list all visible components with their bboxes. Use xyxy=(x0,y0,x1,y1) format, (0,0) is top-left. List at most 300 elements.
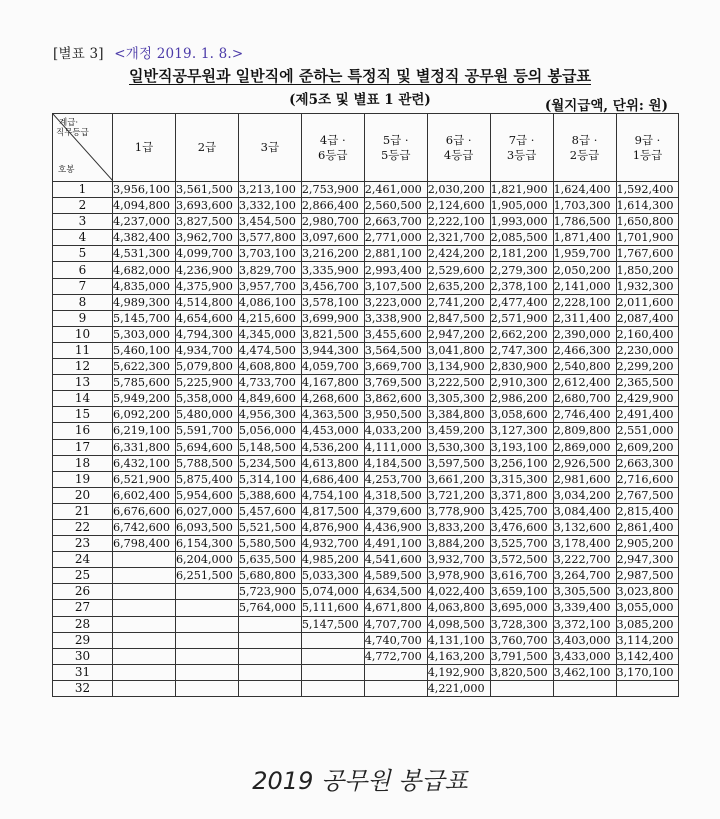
salary-cell: 3,950,500 xyxy=(364,407,427,423)
salary-cell: 4,934,700 xyxy=(175,342,238,358)
salary-cell: 3,669,700 xyxy=(364,359,427,375)
salary-cell: 4,707,700 xyxy=(364,616,427,632)
salary-cell: 4,221,000 xyxy=(427,680,490,696)
salary-cell: 2,980,700 xyxy=(301,214,364,230)
corner-label-grade: 계급· xyxy=(59,118,79,128)
grade-header-line1: 4급 · xyxy=(319,132,346,147)
salary-cell: 2,861,400 xyxy=(616,519,679,535)
salary-cell: 3,403,000 xyxy=(553,632,616,648)
step-number-cell: 6 xyxy=(53,262,113,278)
salary-cell: 5,635,500 xyxy=(238,552,301,568)
salary-cell: 5,074,000 xyxy=(301,584,364,600)
table-row xyxy=(53,294,679,310)
salary-cell: 4,491,100 xyxy=(364,536,427,552)
salary-cell: 2,085,500 xyxy=(490,230,553,246)
salary-cell: 3,884,200 xyxy=(427,536,490,552)
step-number-cell: 28 xyxy=(53,616,113,632)
salary-cell: 3,760,700 xyxy=(490,632,553,648)
grade-header-8 xyxy=(553,114,616,182)
salary-cell: 5,147,500 xyxy=(301,616,364,632)
salary-cell: 3,256,100 xyxy=(490,455,553,471)
salary-cell: 3,332,100 xyxy=(238,198,301,214)
step-number-cell: 24 xyxy=(53,552,113,568)
salary-cell: 2,767,500 xyxy=(616,487,679,503)
salary-cell: 6,154,300 xyxy=(175,536,238,552)
salary-cell: 3,213,100 xyxy=(238,182,301,198)
salary-cell: 4,817,500 xyxy=(301,503,364,519)
salary-cell xyxy=(113,568,176,584)
table-row xyxy=(53,375,679,391)
salary-cell: 1,850,200 xyxy=(616,262,679,278)
salary-cell: 3,223,000 xyxy=(364,294,427,310)
salary-cell: 1,701,900 xyxy=(616,230,679,246)
grade-header-line2: 1등급 xyxy=(632,147,663,162)
salary-cell: 2,390,000 xyxy=(553,326,616,342)
step-number-cell: 9 xyxy=(53,310,113,326)
salary-cell: 5,788,500 xyxy=(175,455,238,471)
salary-cell xyxy=(553,680,616,696)
table-row xyxy=(53,648,679,664)
salary-cell: 6,093,500 xyxy=(175,519,238,535)
grade-header-line2: 6등급 xyxy=(318,147,348,162)
salary-cell: 1,767,600 xyxy=(616,246,679,262)
table-row xyxy=(53,536,679,552)
salary-cell: 4,453,000 xyxy=(301,423,364,439)
salary-cell: 3,827,500 xyxy=(175,214,238,230)
salary-cell: 2,011,600 xyxy=(616,294,679,310)
salary-cell: 4,253,700 xyxy=(364,471,427,487)
salary-cell: 3,769,500 xyxy=(364,375,427,391)
salary-cell: 4,033,200 xyxy=(364,423,427,439)
salary-cell: 2,030,200 xyxy=(427,182,490,198)
salary-cell: 3,459,200 xyxy=(427,423,490,439)
salary-cell: 1,905,000 xyxy=(490,198,553,214)
salary-cell: 3,957,700 xyxy=(238,278,301,294)
salary-cell: 6,092,200 xyxy=(113,407,176,423)
salary-cell: 3,778,900 xyxy=(427,503,490,519)
table-row xyxy=(53,214,679,230)
salary-cell: 4,985,200 xyxy=(301,552,364,568)
salary-cell xyxy=(175,632,238,648)
step-number-cell: 15 xyxy=(53,407,113,423)
salary-cell: 3,384,800 xyxy=(427,407,490,423)
step-number-cell: 17 xyxy=(53,439,113,455)
salary-cell: 2,947,300 xyxy=(616,552,679,568)
salary-cell: 3,305,300 xyxy=(427,391,490,407)
salary-cell: 3,058,600 xyxy=(490,407,553,423)
salary-cell: 2,981,600 xyxy=(553,471,616,487)
salary-cell xyxy=(113,632,176,648)
table-row xyxy=(53,584,679,600)
salary-cell: 4,682,000 xyxy=(113,262,176,278)
salary-cell xyxy=(238,616,301,632)
salary-cell xyxy=(175,680,238,696)
salary-cell: 2,663,700 xyxy=(364,214,427,230)
revision-date: <개정 2019. 1. 8.> xyxy=(114,46,244,62)
salary-cell xyxy=(175,648,238,664)
salary-cell: 5,225,900 xyxy=(175,375,238,391)
salary-cell: 2,378,100 xyxy=(490,278,553,294)
salary-cell: 3,178,400 xyxy=(553,536,616,552)
salary-cell: 4,375,900 xyxy=(175,278,238,294)
salary-cell xyxy=(238,664,301,680)
salary-cell: 4,379,600 xyxy=(364,503,427,519)
salary-cell: 2,560,500 xyxy=(364,198,427,214)
salary-cell: 2,477,400 xyxy=(490,294,553,310)
salary-cell: 3,454,500 xyxy=(238,214,301,230)
salary-cell: 3,721,200 xyxy=(427,487,490,503)
salary-cell: 3,023,800 xyxy=(616,584,679,600)
salary-cell: 3,525,700 xyxy=(490,536,553,552)
salary-cell: 1,871,400 xyxy=(553,230,616,246)
salary-cell: 2,230,000 xyxy=(616,342,679,358)
salary-cell: 2,551,000 xyxy=(616,423,679,439)
salary-cell: 3,820,500 xyxy=(490,664,553,680)
salary-cell: 3,829,700 xyxy=(238,262,301,278)
salary-cell: 3,561,500 xyxy=(175,182,238,198)
salary-cell: 2,926,500 xyxy=(553,455,616,471)
salary-cell: 5,580,500 xyxy=(238,536,301,552)
salary-cell: 3,530,300 xyxy=(427,439,490,455)
grade-header-line1: 2급 xyxy=(197,140,217,154)
salary-cell: 3,085,200 xyxy=(616,616,679,632)
salary-cell: 2,222,100 xyxy=(427,214,490,230)
grade-header-line1: 8급 · xyxy=(571,132,598,147)
header-row xyxy=(53,114,679,182)
salary-cell: 4,608,800 xyxy=(238,359,301,375)
salary-cell: 3,661,200 xyxy=(427,471,490,487)
salary-cell: 2,847,500 xyxy=(427,310,490,326)
salary-cell: 3,695,000 xyxy=(490,600,553,616)
salary-cell: 5,460,100 xyxy=(113,342,176,358)
step-number-cell: 20 xyxy=(53,487,113,503)
salary-cell: 5,949,200 xyxy=(113,391,176,407)
table-row xyxy=(53,326,679,342)
table-row xyxy=(53,568,679,584)
salary-cell: 2,466,300 xyxy=(553,342,616,358)
table-row xyxy=(53,664,679,680)
salary-cell: 1,592,400 xyxy=(616,182,679,198)
salary-cell: 6,432,100 xyxy=(113,455,176,471)
salary-cell: 2,753,900 xyxy=(301,182,364,198)
step-number-cell: 1 xyxy=(53,182,113,198)
salary-cell: 2,869,000 xyxy=(553,439,616,455)
salary-cell: 4,131,100 xyxy=(427,632,490,648)
salary-cell: 2,866,400 xyxy=(301,198,364,214)
salary-cell: 5,079,800 xyxy=(175,359,238,375)
salary-cell xyxy=(175,584,238,600)
grade-header-6 xyxy=(427,114,490,182)
salary-cell: 1,786,500 xyxy=(553,214,616,230)
salary-cell: 2,771,000 xyxy=(364,230,427,246)
salary-cell: 4,733,700 xyxy=(238,375,301,391)
salary-cell: 6,027,000 xyxy=(175,503,238,519)
salary-cell: 5,303,000 xyxy=(113,326,176,342)
salary-cell: 3,222,700 xyxy=(553,552,616,568)
salary-cell: 4,531,300 xyxy=(113,246,176,262)
salary-cell: 4,382,400 xyxy=(113,230,176,246)
table-row xyxy=(53,278,679,294)
table-row xyxy=(53,600,679,616)
salary-table-body xyxy=(53,182,679,697)
salary-cell: 5,723,900 xyxy=(238,584,301,600)
table-row xyxy=(53,359,679,375)
salary-cell: 2,747,300 xyxy=(490,342,553,358)
salary-cell xyxy=(301,664,364,680)
salary-cell: 3,577,800 xyxy=(238,230,301,246)
salary-cell: 1,650,800 xyxy=(616,214,679,230)
salary-cell: 4,754,100 xyxy=(301,487,364,503)
salary-cell: 3,862,600 xyxy=(364,391,427,407)
salary-cell: 5,875,400 xyxy=(175,471,238,487)
step-number-cell: 13 xyxy=(53,375,113,391)
salary-cell: 2,881,100 xyxy=(364,246,427,262)
salary-cell: 5,234,500 xyxy=(238,455,301,471)
salary-cell: 4,163,200 xyxy=(427,648,490,664)
salary-cell: 3,962,700 xyxy=(175,230,238,246)
salary-cell: 5,033,300 xyxy=(301,568,364,584)
salary-cell: 2,141,000 xyxy=(553,278,616,294)
salary-cell: 4,474,500 xyxy=(238,342,301,358)
salary-cell: 5,056,000 xyxy=(238,423,301,439)
step-number-cell: 12 xyxy=(53,359,113,375)
salary-cell xyxy=(616,680,679,696)
salary-cell: 1,703,300 xyxy=(553,198,616,214)
salary-cell: 3,338,900 xyxy=(364,310,427,326)
salary-cell xyxy=(113,584,176,600)
salary-cell: 2,830,900 xyxy=(490,359,553,375)
salary-cell: 3,703,100 xyxy=(238,246,301,262)
salary-cell: 1,614,300 xyxy=(616,198,679,214)
salary-cell: 2,571,900 xyxy=(490,310,553,326)
grade-header-line2: 2등급 xyxy=(569,147,600,162)
salary-cell: 5,680,800 xyxy=(238,568,301,584)
grade-header-2 xyxy=(175,114,238,182)
salary-cell: 1,821,900 xyxy=(490,182,553,198)
salary-cell: 4,772,700 xyxy=(364,648,427,664)
salary-cell: 4,740,700 xyxy=(364,632,427,648)
salary-cell: 2,716,600 xyxy=(616,471,679,487)
salary-cell: 6,521,900 xyxy=(113,471,176,487)
salary-cell: 4,111,000 xyxy=(364,439,427,455)
salary-cell: 4,876,900 xyxy=(301,519,364,535)
salary-cell: 3,433,000 xyxy=(553,648,616,664)
table-row xyxy=(53,342,679,358)
salary-cell: 2,124,600 xyxy=(427,198,490,214)
salary-cell: 2,299,200 xyxy=(616,359,679,375)
salary-cell: 3,305,500 xyxy=(553,584,616,600)
table-row xyxy=(53,552,679,568)
step-number-cell: 23 xyxy=(53,536,113,552)
salary-cell: 3,264,700 xyxy=(553,568,616,584)
step-number-cell: 32 xyxy=(53,680,113,696)
table-row xyxy=(53,407,679,423)
step-number-cell: 4 xyxy=(53,230,113,246)
salary-cell: 3,041,800 xyxy=(427,342,490,358)
salary-cell: 2,612,400 xyxy=(553,375,616,391)
salary-cell: 3,371,800 xyxy=(490,487,553,503)
salary-cell: 4,634,500 xyxy=(364,584,427,600)
step-number-cell: 14 xyxy=(53,391,113,407)
salary-cell: 2,087,400 xyxy=(616,310,679,326)
salary-cell: 4,063,800 xyxy=(427,600,490,616)
salary-cell: 2,365,500 xyxy=(616,375,679,391)
salary-cell: 6,798,400 xyxy=(113,536,176,552)
salary-cell: 3,699,900 xyxy=(301,310,364,326)
grade-header-4 xyxy=(301,114,364,182)
salary-cell: 3,578,100 xyxy=(301,294,364,310)
salary-cell: 2,609,200 xyxy=(616,439,679,455)
salary-cell: 2,993,400 xyxy=(364,262,427,278)
salary-cell: 2,529,600 xyxy=(427,262,490,278)
grade-header-3 xyxy=(238,114,301,182)
salary-cell: 3,222,500 xyxy=(427,375,490,391)
salary-cell: 2,680,700 xyxy=(553,391,616,407)
table-row xyxy=(53,182,679,198)
salary-cell: 3,944,300 xyxy=(301,342,364,358)
salary-cell: 5,954,600 xyxy=(175,487,238,503)
salary-cell: 3,127,300 xyxy=(490,423,553,439)
table-row xyxy=(53,632,679,648)
salary-cell: 5,388,600 xyxy=(238,487,301,503)
appendix-tag: [별표 3] xyxy=(53,46,104,62)
salary-cell: 2,540,800 xyxy=(553,359,616,375)
salary-cell: 5,148,500 xyxy=(238,439,301,455)
salary-cell: 3,833,200 xyxy=(427,519,490,535)
salary-cell: 2,321,700 xyxy=(427,230,490,246)
corner-header-cell xyxy=(53,114,113,182)
table-row xyxy=(53,391,679,407)
salary-cell: 3,932,700 xyxy=(427,552,490,568)
salary-cell: 6,219,100 xyxy=(113,423,176,439)
salary-cell: 5,694,600 xyxy=(175,439,238,455)
salary-cell: 4,215,600 xyxy=(238,310,301,326)
salary-cell: 3,114,200 xyxy=(616,632,679,648)
salary-cell: 4,059,700 xyxy=(301,359,364,375)
salary-cell: 3,659,100 xyxy=(490,584,553,600)
table-row xyxy=(53,503,679,519)
salary-cell: 4,318,500 xyxy=(364,487,427,503)
salary-cell: 4,956,300 xyxy=(238,407,301,423)
step-number-cell: 26 xyxy=(53,584,113,600)
salary-cell: 5,480,000 xyxy=(175,407,238,423)
step-number-cell: 27 xyxy=(53,600,113,616)
salary-cell: 2,424,200 xyxy=(427,246,490,262)
salary-cell: 3,821,500 xyxy=(301,326,364,342)
salary-cell xyxy=(301,648,364,664)
corner-label-duty-grade: 직무등급 xyxy=(56,128,89,138)
salary-cell: 2,947,200 xyxy=(427,326,490,342)
salary-cell: 5,622,300 xyxy=(113,359,176,375)
salary-cell: 2,746,400 xyxy=(553,407,616,423)
salary-cell: 3,055,000 xyxy=(616,600,679,616)
table-row xyxy=(53,519,679,535)
salary-cell: 6,204,000 xyxy=(175,552,238,568)
step-number-cell: 7 xyxy=(53,278,113,294)
salary-cell: 3,425,700 xyxy=(490,503,553,519)
salary-cell: 4,099,700 xyxy=(175,246,238,262)
salary-cell: 4,686,400 xyxy=(301,471,364,487)
step-number-cell: 29 xyxy=(53,632,113,648)
table-row xyxy=(53,262,679,278)
table-row xyxy=(53,230,679,246)
salary-cell: 2,663,300 xyxy=(616,455,679,471)
salary-cell: 2,311,400 xyxy=(553,310,616,326)
salary-cell: 3,372,100 xyxy=(553,616,616,632)
step-number-cell: 16 xyxy=(53,423,113,439)
salary-cell: 3,132,600 xyxy=(553,519,616,535)
salary-cell: 1,993,000 xyxy=(490,214,553,230)
salary-cell: 4,022,400 xyxy=(427,584,490,600)
image-caption: 2019 공무원 봉급표 xyxy=(252,767,468,795)
salary-cell xyxy=(113,600,176,616)
salary-cell: 4,086,100 xyxy=(238,294,301,310)
salary-cell: 4,536,200 xyxy=(301,439,364,455)
salary-cell: 3,315,300 xyxy=(490,471,553,487)
salary-cell: 5,521,500 xyxy=(238,519,301,535)
salary-cell: 4,098,500 xyxy=(427,616,490,632)
document-header xyxy=(53,42,243,62)
salary-cell xyxy=(175,664,238,680)
salary-cell xyxy=(113,680,176,696)
grade-header-7 xyxy=(490,114,553,182)
corner-label-step: 호봉 xyxy=(58,165,75,175)
grade-header-line1: 3급 xyxy=(260,140,280,154)
salary-cell: 3,034,200 xyxy=(553,487,616,503)
salary-cell: 3,978,900 xyxy=(427,568,490,584)
grade-header-line1: 6급 · xyxy=(445,132,472,147)
salary-cell: 2,181,200 xyxy=(490,246,553,262)
salary-cell: 4,671,800 xyxy=(364,600,427,616)
salary-cell: 4,167,800 xyxy=(301,375,364,391)
grade-header-line2: 4등급 xyxy=(443,147,474,162)
salary-cell xyxy=(490,680,553,696)
unit-note: (월지급액, 단위: 원) xyxy=(544,98,668,114)
salary-cell: 3,572,500 xyxy=(490,552,553,568)
salary-cell: 2,461,000 xyxy=(364,182,427,198)
step-number-cell: 30 xyxy=(53,648,113,664)
table-row xyxy=(53,423,679,439)
salary-cell: 5,145,700 xyxy=(113,310,176,326)
salary-cell: 3,616,700 xyxy=(490,568,553,584)
salary-cell: 3,339,400 xyxy=(553,600,616,616)
salary-cell: 2,910,300 xyxy=(490,375,553,391)
page-subtitle: (제5조 및 별표 1 관련) xyxy=(289,92,431,108)
salary-cell xyxy=(113,648,176,664)
table-row xyxy=(53,198,679,214)
salary-cell: 5,457,600 xyxy=(238,503,301,519)
salary-cell xyxy=(113,552,176,568)
salary-cell xyxy=(238,680,301,696)
salary-cell: 3,728,300 xyxy=(490,616,553,632)
salary-cell: 3,134,900 xyxy=(427,359,490,375)
salary-cell: 3,456,700 xyxy=(301,278,364,294)
salary-cell: 6,331,800 xyxy=(113,439,176,455)
step-number-cell: 18 xyxy=(53,455,113,471)
salary-cell: 2,491,400 xyxy=(616,407,679,423)
salary-cell: 3,476,600 xyxy=(490,519,553,535)
salary-cell: 3,335,900 xyxy=(301,262,364,278)
salary-cell: 3,597,500 xyxy=(427,455,490,471)
step-number-cell: 5 xyxy=(53,246,113,262)
grade-header-line1: 9급 · xyxy=(634,132,661,147)
step-number-cell: 19 xyxy=(53,471,113,487)
salary-cell: 5,358,000 xyxy=(175,391,238,407)
salary-cell: 4,268,600 xyxy=(301,391,364,407)
salary-cell: 4,849,600 xyxy=(238,391,301,407)
salary-cell: 4,794,300 xyxy=(175,326,238,342)
salary-cell: 4,184,500 xyxy=(364,455,427,471)
